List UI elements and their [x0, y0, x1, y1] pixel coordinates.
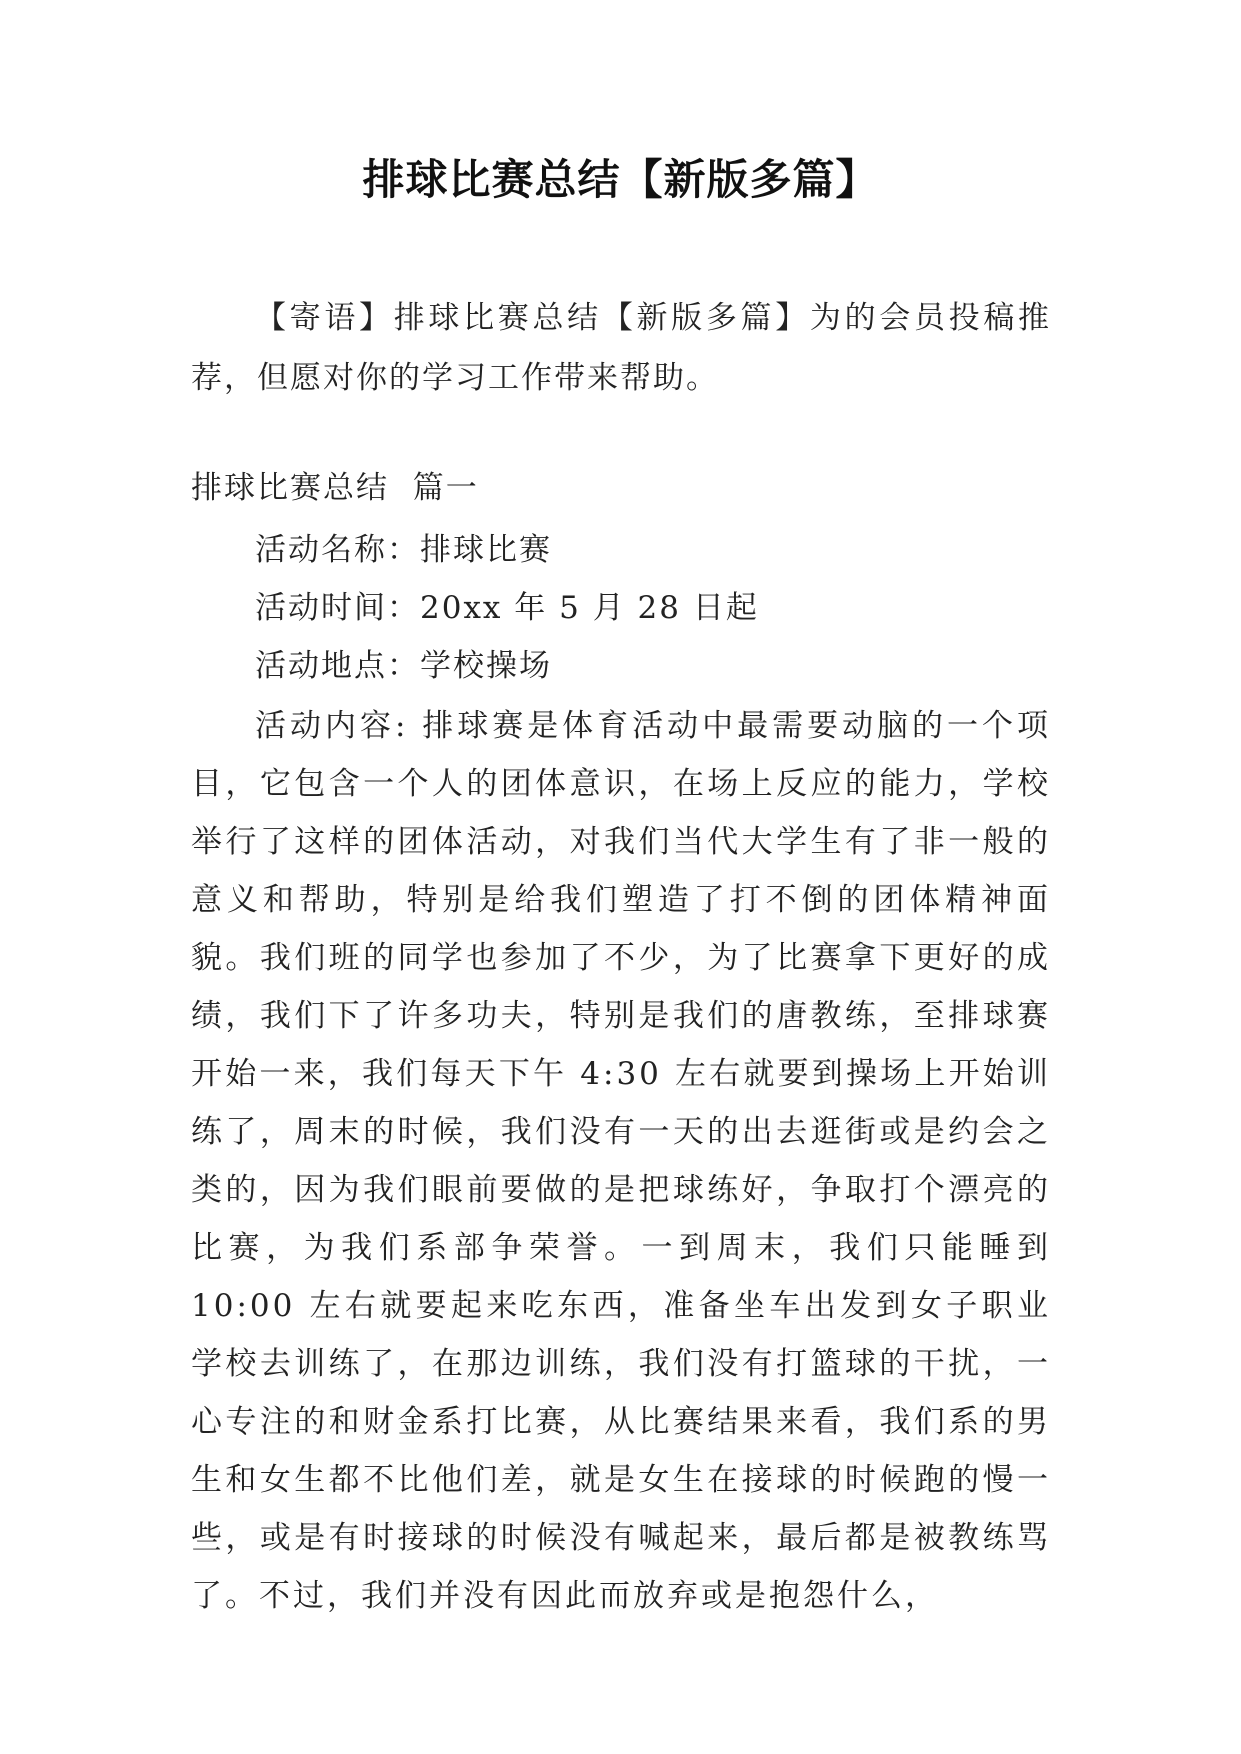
- activity-place-line: 活动地点：学校操场: [255, 648, 552, 684]
- intro-paragraph: 【寄语】排球比赛总结【新版多篇】为的会员投稿推荐，但愿对你的学习工作带来帮助。: [191, 300, 1051, 396]
- activity-name-line: 活动名称：排球比赛: [255, 532, 552, 568]
- document-title: 排球比赛总结【新版多篇】: [362, 155, 879, 204]
- activity-time-line: 活动时间：20xx 年 5 月 28 日起: [255, 590, 759, 626]
- activity-content-paragraph: 活动内容: 排球赛是体育活动中最需要动脑的一个项目，它包含一个人的团体意识，在场上反应的能力，学校举行了这样的团体活动，对我们当代大学生有了非一般的意义和帮助，特别是给我们塑造了打不倒的团体精神面貌。我们班的同学也参加了不少，为了比赛拿下更好的成绩，我们下了许多功夫，特别是我们的唐教练，至排球赛开始一来，我们每天下午 4:30 左右就要到操场上开始训练了，周末的时候，我们没有一天的出去逛街或是约会之类的，因为我们眼前要做的是把球练好，争取打个漂亮的比赛，为我们系部争荣誉。一到周末，我们只能睡到 10:00 左右就要起来吃东西，准备坐车出发到女子职业学校去训练了，在那边训练，我们没有打篮球的干扰，一心专注的和财金系打比赛，从比赛结果来看，我们系的男生和女生都不比他们差，就是女生在接球的时候跑的慢一些，或是有时接球的时候没有喊起来，最后都是被教练骂了。不过，我们并没有因此而放弃或是抱怨什么，: [191, 708, 1051, 1614]
- section-heading: 排球比赛总结 篇一: [191, 470, 479, 506]
